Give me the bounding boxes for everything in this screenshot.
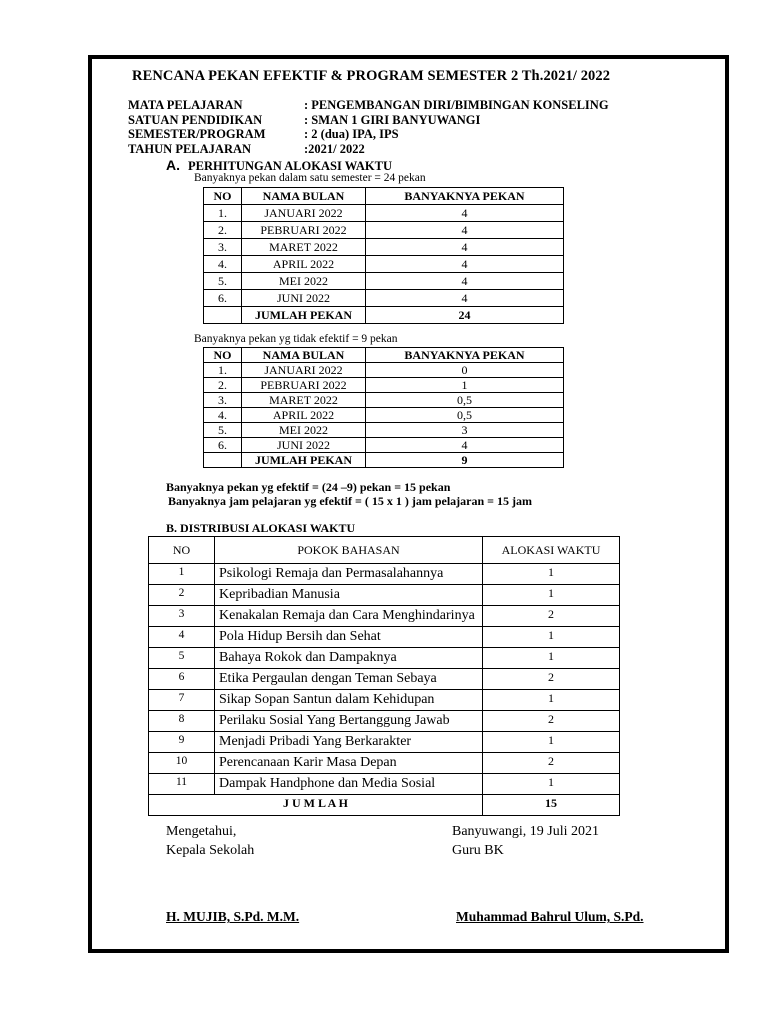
cell-no: 2. [204, 222, 242, 239]
place-date: Banyuwangi, 19 Juli 2021 [452, 824, 599, 839]
column-header: NAMA BULAN [242, 188, 366, 205]
cell-topic: Kepribadian Manusia [215, 585, 483, 606]
info-value: : SMAN 1 GIRI BANYUWANGI [304, 112, 481, 127]
column-header: NAMA BULAN [242, 348, 366, 363]
section-b-heading: B. DISTRIBUSI ALOKASI WAKTU [166, 521, 356, 535]
cell-no: 5. [204, 423, 242, 438]
table-total-row [149, 795, 620, 816]
info-row [128, 142, 609, 157]
table-row [149, 753, 620, 774]
cell-weeks: 4 [366, 290, 564, 307]
cell-no: 3. [204, 239, 242, 256]
cell-allocation: 1 [483, 732, 620, 753]
cell-empty [204, 307, 242, 324]
cell-no: 9 [149, 732, 215, 753]
cell-no: 1 [149, 564, 215, 585]
cell-month: MEI 2022 [242, 273, 366, 290]
table-header-row [204, 348, 564, 363]
effective-hours-line: Banyaknya jam pelajaran yg efektif = ( 15 x 1 ) jam pelajaran = 15 jam [168, 494, 532, 508]
cell-no: 3 [149, 606, 215, 627]
table-total-row [204, 453, 564, 468]
table-header-row [204, 188, 564, 205]
total-label: JUMLAH PEKAN [242, 307, 366, 324]
cell-allocation: 2 [483, 669, 620, 690]
cell-allocation: 2 [483, 606, 620, 627]
cell-month: JANUARI 2022 [242, 363, 366, 378]
info-label: MATA PELAJARAN [128, 98, 243, 112]
acknowledged-label: Mengetahui, [166, 824, 237, 839]
table-row [149, 585, 620, 606]
cell-month: JUNI 2022 [242, 290, 366, 307]
cell-allocation: 2 [483, 753, 620, 774]
cell-empty [204, 453, 242, 468]
cell-allocation: 1 [483, 564, 620, 585]
table-row [204, 273, 564, 290]
table-row [204, 256, 564, 273]
table-row [149, 648, 620, 669]
cell-no: 4 [149, 627, 215, 648]
cell-weeks: 4 [366, 239, 564, 256]
total-value: 24 [366, 307, 564, 324]
table-total-row [204, 307, 564, 324]
info-block [128, 98, 609, 156]
column-header: POKOK BAHASAN [215, 537, 483, 564]
cell-weeks: 4 [366, 205, 564, 222]
column-header: NO [204, 188, 242, 205]
total-label: JUMLAH PEKAN [242, 453, 366, 468]
cell-weeks: 0,5 [366, 393, 564, 408]
cell-no: 10 [149, 753, 215, 774]
cell-month: PEBRUARI 2022 [242, 378, 366, 393]
table-row [149, 606, 620, 627]
table-row [204, 408, 564, 423]
total-value: 15 [483, 795, 620, 816]
table-header-row [149, 537, 620, 564]
cell-no: 7 [149, 690, 215, 711]
cell-no: 6 [149, 669, 215, 690]
info-value: :2021/ 2022 [304, 141, 365, 156]
column-header: ALOKASI WAKTU [483, 537, 620, 564]
cell-allocation: 1 [483, 690, 620, 711]
cell-month: MARET 2022 [242, 393, 366, 408]
cell-month: MARET 2022 [242, 239, 366, 256]
cell-no: 6. [204, 438, 242, 453]
table-row [149, 627, 620, 648]
info-row [128, 127, 609, 142]
cell-allocation: 1 [483, 585, 620, 606]
cell-no: 8 [149, 711, 215, 732]
cell-allocation: 1 [483, 774, 620, 795]
table-row [149, 690, 620, 711]
cell-weeks: 3 [366, 423, 564, 438]
table-row [204, 363, 564, 378]
column-header: BANYAKNYA PEKAN [366, 348, 564, 363]
cell-no: 5. [204, 273, 242, 290]
cell-no: 5 [149, 648, 215, 669]
column-header: NO [204, 348, 242, 363]
cell-month: JANUARI 2022 [242, 205, 366, 222]
cell-weeks: 4 [366, 438, 564, 453]
cell-topic: Perencanaan Karir Masa Depan [215, 753, 483, 774]
principal-title: Kepala Sekolah [166, 843, 255, 858]
info-label: TAHUN PELAJARAN [128, 141, 252, 156]
table-row [204, 423, 564, 438]
info-row [128, 98, 609, 113]
cell-no: 2 [149, 585, 215, 606]
cell-no: 4. [204, 256, 242, 273]
cell-topic: Perilaku Sosial Yang Bertanggung Jawab [215, 711, 483, 732]
table-row [149, 774, 620, 795]
info-row [128, 113, 609, 128]
info-value: : 2 (dua) IPA, IPS [304, 127, 399, 141]
effective-weeks-line: Banyaknya pekan yg efektif = (24 –9) pekan = 15 pekan [166, 480, 451, 494]
cell-weeks: 4 [366, 222, 564, 239]
info-label: SATUAN PENDIDIKAN [128, 112, 263, 127]
cell-month: APRIL 2022 [242, 408, 366, 423]
cell-topic: Psikologi Remaja dan Permasalahannya [215, 564, 483, 585]
cell-month: APRIL 2022 [242, 256, 366, 273]
document-title: RENCANA PEKAN EFEKTIF & PROGRAM SEMESTER 2 Th.2021/ 2022 [132, 68, 611, 84]
info-label: SEMESTER/PROGRAM [128, 127, 266, 141]
cell-no: 6. [204, 290, 242, 307]
signature-left [166, 822, 254, 860]
table-row [204, 239, 564, 256]
principal-name: H. MUJIB, S.Pd. M.M. [166, 909, 300, 924]
column-header: BANYAKNYA PEKAN [366, 188, 564, 205]
cell-topic: Bahaya Rokok dan Dampaknya [215, 648, 483, 669]
column-header: NO [149, 537, 215, 564]
table-row [204, 393, 564, 408]
cell-topic: Kenakalan Remaja dan Cara Menghindarinya [215, 606, 483, 627]
teacher-name: Muhammad Bahrul Ulum, S.Pd. [456, 909, 644, 924]
section-a-title: PERHITUNGAN ALOKASI WAKTU [188, 159, 392, 173]
info-value: : PENGEMBANGAN DIRI/BIMBINGAN KONSELING [304, 98, 609, 112]
total-value: 9 [366, 453, 564, 468]
cell-allocation: 2 [483, 711, 620, 732]
ineffective-weeks-note: Banyaknya pekan yg tidak efektif = 9 pekan [194, 333, 398, 345]
cell-topic: Sikap Sopan Santun dalam Kehidupan [215, 690, 483, 711]
cell-no: 2. [204, 378, 242, 393]
cell-month: JUNI 2022 [242, 438, 366, 453]
cell-topic: Menjadi Pribadi Yang Berkarakter [215, 732, 483, 753]
cell-weeks: 0,5 [366, 408, 564, 423]
cell-weeks: 4 [366, 256, 564, 273]
table-row [149, 564, 620, 585]
teacher-title: Guru BK [452, 843, 504, 858]
cell-allocation: 1 [483, 648, 620, 669]
cell-no: 1. [204, 205, 242, 222]
signature-right [452, 822, 599, 860]
table-row [149, 711, 620, 732]
cell-no: 11 [149, 774, 215, 795]
cell-month: PEBRUARI 2022 [242, 222, 366, 239]
table-row [204, 205, 564, 222]
table-row [204, 222, 564, 239]
cell-weeks: 0 [366, 363, 564, 378]
section-a-letter: A. [166, 157, 180, 173]
cell-allocation: 1 [483, 627, 620, 648]
cell-topic: Etika Pergaulan dengan Teman Sebaya [215, 669, 483, 690]
table-row [149, 732, 620, 753]
ineffective-weeks-table [203, 347, 564, 468]
cell-month: MEI 2022 [242, 423, 366, 438]
weeks-per-semester-note: Banyaknya pekan dalam satu semester = 24 pekan [194, 172, 426, 184]
total-label: J U M L A H [149, 795, 483, 816]
effective-calculation [166, 480, 532, 508]
cell-topic: Pola Hidup Bersih dan Sehat [215, 627, 483, 648]
table-row [204, 290, 564, 307]
cell-weeks: 4 [366, 273, 564, 290]
table-row [149, 669, 620, 690]
table-row [204, 438, 564, 453]
cell-weeks: 1 [366, 378, 564, 393]
table-row [204, 378, 564, 393]
distribution-table [148, 536, 620, 816]
cell-no: 3. [204, 393, 242, 408]
effective-weeks-table [203, 187, 564, 324]
cell-topic: Dampak Handphone dan Media Sosial [215, 774, 483, 795]
cell-no: 1. [204, 363, 242, 378]
cell-no: 4. [204, 408, 242, 423]
